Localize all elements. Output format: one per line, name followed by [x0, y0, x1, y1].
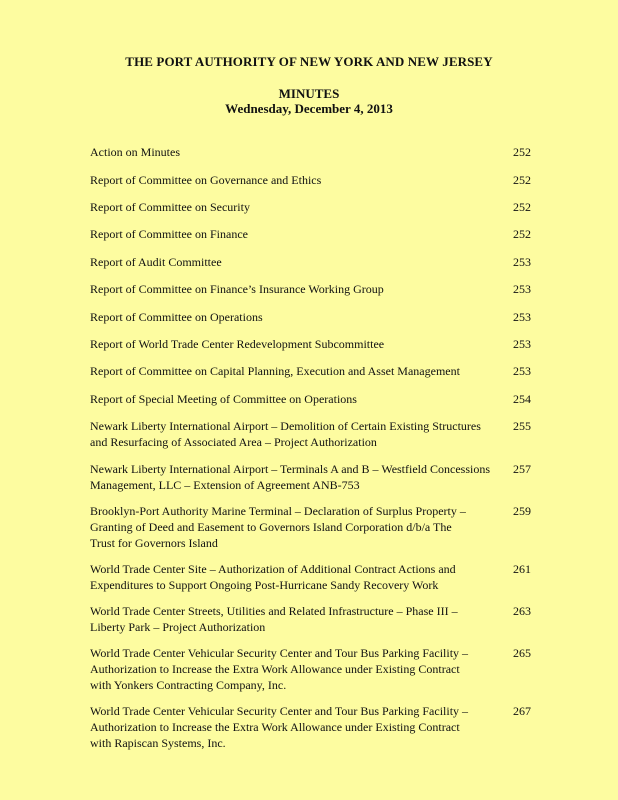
- meeting-date: Wednesday, December 4, 2013: [225, 101, 393, 116]
- toc-entry-title: [90, 226, 502, 242]
- toc-page-number: 267: [513, 704, 531, 718]
- toc-entry-title: [90, 172, 502, 188]
- toc-page-number: 255: [513, 419, 531, 433]
- toc-entry-title: [90, 309, 502, 325]
- toc-entry-title: [90, 281, 502, 297]
- toc-entry-line: Management, LLC – Extension of Agreement ANB-753: [90, 478, 360, 492]
- toc-entry-title: [90, 144, 502, 160]
- toc-page-number: 252: [513, 227, 531, 241]
- toc-entry-title: [90, 561, 502, 593]
- toc-page-number: 252: [513, 145, 531, 159]
- toc-entry-line: World Trade Center Vehicular Security Center and Tour Bus Parking Facility –: [90, 704, 469, 718]
- toc-entry-line: Brooklyn-Port Authority Marine Terminal – Declaration of Surplus Property –: [90, 504, 466, 518]
- toc-entry-brooklyn-marine-terminal: [90, 503, 530, 551]
- toc-entry-governance-ethics: [90, 172, 530, 188]
- toc-entry-wtc-vsc-yonkers: [90, 645, 530, 693]
- toc-page-number: 252: [513, 200, 531, 214]
- toc-entry-title: [90, 363, 502, 379]
- toc-entry-title: [90, 461, 502, 493]
- toc-entry-line: Report of Committee on Security: [90, 200, 250, 214]
- toc-entry-title: [90, 418, 502, 450]
- toc-entry-special-meeting-operations: [90, 391, 530, 407]
- toc-entry-line: Report of Committee on Finance: [90, 227, 248, 241]
- organization-title: THE PORT AUTHORITY OF NEW YORK AND NEW JERSEY: [125, 54, 493, 69]
- toc-page-number: 252: [513, 173, 531, 187]
- toc-page-number: 254: [513, 392, 531, 406]
- toc-entry-line: and Resurfacing of Associated Area – Project Authorization: [90, 435, 377, 449]
- toc-entry-security: [90, 199, 530, 215]
- toc-entry-line: Granting of Deed and Easement to Governors Island Corporation d/b/a The: [90, 520, 452, 534]
- toc-entry-title: [90, 503, 502, 551]
- toc-entry-line: Report of Audit Committee: [90, 255, 222, 269]
- toc-entry-title: [90, 254, 502, 270]
- toc-entry-line: Report of Special Meeting of Committee on Operations: [90, 392, 357, 406]
- toc-entry-insurance-working-group: [90, 281, 530, 297]
- toc-entry-newark-demolition: [90, 418, 530, 450]
- toc-entry-line: Action on Minutes: [90, 145, 180, 159]
- toc-entry-line: with Yonkers Contracting Company, Inc.: [90, 678, 287, 692]
- toc-entry-line: World Trade Center Vehicular Security Center and Tour Bus Parking Facility –: [90, 646, 469, 660]
- toc-entry-title: [90, 645, 502, 693]
- toc-entry-line: Report of Committee on Operations: [90, 310, 263, 324]
- toc-entry-audit: [90, 254, 530, 270]
- toc-entry-title: [90, 603, 502, 635]
- toc-page-number: 263: [513, 604, 531, 618]
- toc-entry-line: Report of Committee on Finance’s Insurance Working Group: [90, 282, 384, 296]
- toc-entry-line: World Trade Center Site – Authorization of Additional Contract Actions and: [90, 562, 456, 576]
- toc-entry-newark-terminals: [90, 461, 530, 493]
- toc-page-number: 253: [513, 310, 531, 324]
- toc-entry-line: Authorization to Increase the Extra Work Allowance under Existing Contract: [90, 720, 460, 734]
- toc-entry-title: [90, 391, 502, 407]
- document-type: MINUTES: [278, 86, 340, 101]
- toc-entry-line: Authorization to Increase the Extra Work Allowance under Existing Contract: [90, 662, 460, 676]
- toc-page-number: 259: [513, 504, 531, 518]
- toc-entry-title: [90, 199, 502, 215]
- toc-entry-wtc-redevelopment: [90, 336, 530, 352]
- toc-page-number: 265: [513, 646, 531, 660]
- toc-entry-finance: [90, 226, 530, 242]
- toc-entry-line: Report of World Trade Center Redevelopment Subcommittee: [90, 337, 385, 351]
- toc-entry-title: [90, 703, 502, 751]
- toc-entry-line: Report of Committee on Governance and Ethics: [90, 173, 322, 187]
- toc-page-number: 261: [513, 562, 531, 576]
- toc-entry-line: with Rapiscan Systems, Inc.: [90, 736, 226, 750]
- toc-page-number: 257: [513, 462, 531, 476]
- toc-entry-line: Report of Committee on Capital Planning, Execution and Asset Management: [90, 364, 460, 378]
- toc-entry-wtc-streets-liberty-park: [90, 603, 530, 635]
- toc-page-number: 253: [513, 255, 531, 269]
- toc-entry-line: Liberty Park – Project Authorization: [90, 620, 266, 634]
- toc-entry-line: Expenditures to Support Ongoing Post-Hurricane Sandy Recovery Work: [90, 578, 439, 592]
- toc-entry-line: World Trade Center Streets, Utilities and Related Infrastructure – Phase III –: [90, 604, 458, 618]
- toc-entry-wtc-vsc-rapiscan: [90, 703, 530, 751]
- toc-entry-capital-planning: [90, 363, 530, 379]
- toc-entry-title: [90, 336, 502, 352]
- toc-page-number: 253: [513, 337, 531, 351]
- toc-entry-line: Trust for Governors Island: [90, 536, 218, 550]
- toc-entry-wtc-site-recovery: [90, 561, 530, 593]
- toc-entry-operations: [90, 309, 530, 325]
- toc-entry-line: Newark Liberty International Airport – Demolition of Certain Existing Structures: [90, 419, 481, 433]
- toc-entry-action-on-minutes: [90, 144, 530, 160]
- toc-entry-line: Newark Liberty International Airport – Terminals A and B – Westfield Concessions: [90, 462, 491, 476]
- toc-page-number: 253: [513, 364, 531, 378]
- toc-page-number: 253: [513, 282, 531, 296]
